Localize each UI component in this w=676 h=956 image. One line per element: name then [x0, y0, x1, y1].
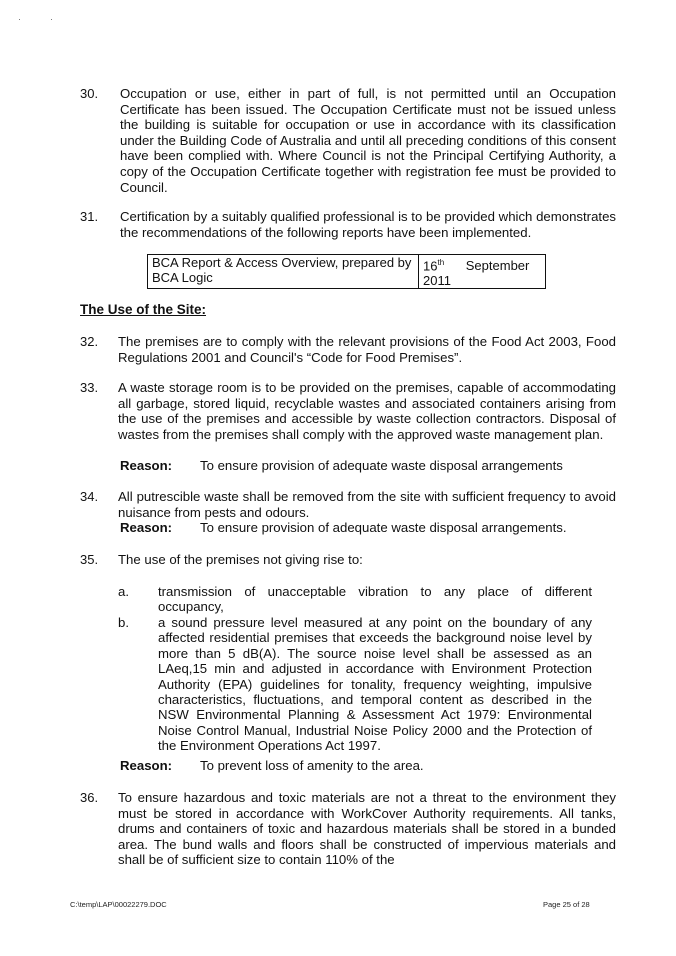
condition-text: Occupation or use, either in part of full, is not permitted until an Occupation Certificate has been issued. The Occupation Certificate must not be issued unless the building is suitable for occupation or use in accordance with its classification under the Building Code of Australia and until all preceding conditions of this consent have been complied with. Where Council is not the Principal Certifying Authority, a copy of the Occupation Certificate together with registration fee must be provided to Council. [120, 86, 616, 195]
condition-number: 33. [80, 380, 99, 395]
condition-text: The use of the premises not giving rise to: [118, 552, 363, 567]
reason-text: To ensure provision of adequate waste disposal arrangements. [200, 520, 567, 535]
condition-number: 31. [80, 209, 99, 224]
reason-33 [120, 458, 563, 473]
reason-label: Reason: [120, 520, 173, 535]
reports-table [147, 254, 546, 289]
condition-number: 35. [80, 552, 99, 567]
scan-mark: · [50, 14, 53, 24]
reason-text: To prevent loss of amenity to the area. [200, 758, 424, 773]
table-cell-date [419, 255, 546, 289]
reason-label: Reason: [120, 758, 173, 773]
condition-text: The premises are to comply with the relevant provisions of the Food Act 2003, Food Regulations 2001 and Council's “Code for Food Premises”. [118, 334, 616, 365]
condition-text: To ensure hazardous and toxic materials are not a threat to the environment they must be stored in accordance with WorkCover Authority requirements. All tanks, drums and containers of toxic and hazardous materials shall be stored in a bunded area. The bund walls and floors shall be constructed of impervious materials and shall be of sufficient size to contain 110% of the [118, 790, 616, 868]
condition-number: 32. [80, 334, 99, 349]
sub-item-letter: a. [118, 584, 129, 599]
date-year: 2011 [423, 273, 451, 289]
table-cell-report: BCA Report & Access Overview, prepared by BCA Logic [148, 255, 419, 289]
date-day: 16 [423, 258, 438, 274]
condition-text: A waste storage room is to be provided on the premises, capable of accommodating all garbage, stored liquid, recyclable wastes and associated containers arising from the use of the premises and accessible by waste collection contractors. Disposal of wastes from the premises shall comply with the approved waste management plan. [118, 380, 616, 442]
sub-item-letter: b. [118, 615, 129, 630]
reason-34 [120, 520, 567, 535]
condition-text: Certification by a suitably qualified professional is to be provided which demonstrates the recommendations of the following reports have been implemented. [120, 209, 616, 240]
reason-text: To ensure provision of adequate waste disposal arrangements [200, 458, 563, 473]
scan-mark: · [18, 14, 21, 24]
condition-text: All putrescible waste shall be removed from the site with sufficient frequency to avoid nuisance from pests and odours. [118, 489, 616, 520]
footer-file-path: C:\temp\LAP\00022279.DOC [70, 900, 167, 909]
date-month: September [465, 258, 530, 274]
section-heading: The Use of the Site: [80, 302, 207, 317]
condition-number: 34. [80, 489, 99, 504]
reason-35 [120, 758, 424, 773]
table-row [148, 255, 546, 289]
sub-item-text: transmission of unacceptable vibration to any place of different occupancy, [158, 584, 592, 615]
sub-item-text: a sound pressure level measured at any point on the boundary of any affected residential premises that exceeds the background noise level by more than 5 dB(A). The source noise level shall be assessed as an LAeq,15 min and adjusted in accordance with Environment Protection Authority (EPA) guidelines for tonality, frequency weighting, impulsive characteristics, fluctuations, and temporal content as described in the NSW Environmental Planning & Assessment Act 1979: Environmental Noise Control Manual, Industrial Noise Policy 2000 and the Protection of the Environment Operations Act 1997. [158, 615, 592, 754]
footer-page-number: Page 25 of 28 [543, 900, 590, 909]
date-suffix: th [437, 258, 445, 267]
reason-label: Reason: [120, 458, 173, 473]
condition-number: 36. [80, 790, 99, 805]
condition-number: 30. [80, 86, 99, 101]
